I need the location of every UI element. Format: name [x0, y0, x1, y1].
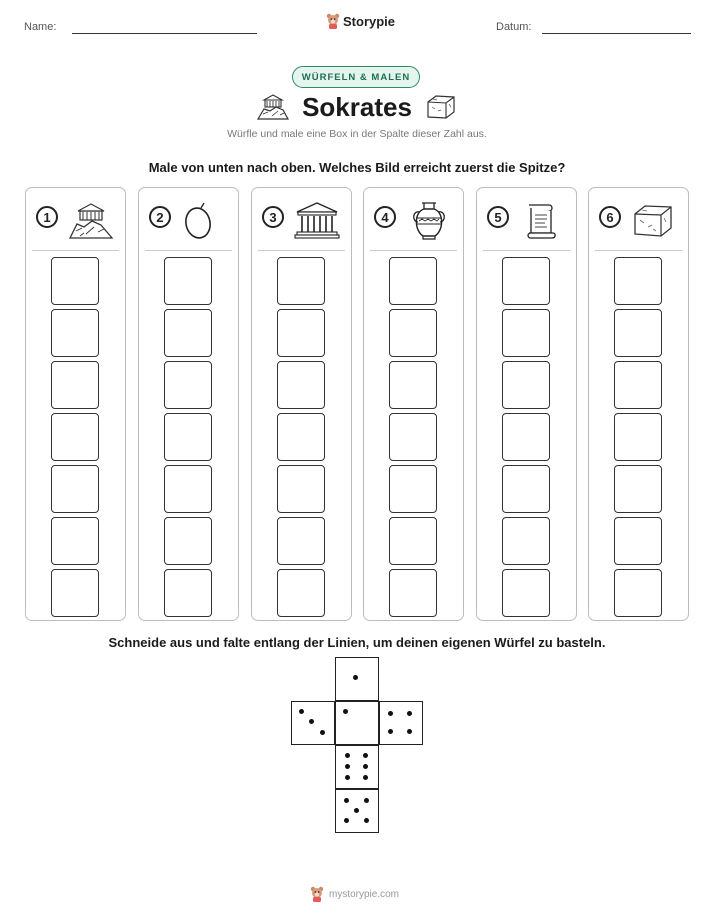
die-face-4 — [379, 701, 423, 745]
color-box[interactable] — [389, 309, 437, 357]
color-box[interactable] — [614, 361, 662, 409]
color-box[interactable] — [51, 361, 99, 409]
brand-name: Storypie — [343, 13, 396, 29]
pip — [407, 711, 412, 716]
column-number: 2 — [149, 206, 171, 228]
column-divider — [370, 250, 457, 251]
pip — [343, 709, 348, 714]
color-box[interactable] — [502, 361, 550, 409]
footer — [310, 886, 399, 902]
name-line[interactable] — [72, 33, 257, 34]
color-box[interactable] — [51, 413, 99, 461]
color-box[interactable] — [502, 569, 550, 617]
pip — [407, 729, 412, 734]
pip — [388, 729, 393, 734]
die-face-3 — [291, 701, 335, 745]
acropolis-icon — [68, 200, 114, 240]
column-divider — [595, 250, 682, 251]
die-face-6 — [335, 745, 379, 789]
column-divider — [258, 250, 345, 251]
color-box[interactable] — [164, 361, 212, 409]
color-box[interactable] — [614, 413, 662, 461]
color-box[interactable] — [502, 309, 550, 357]
die-face-1 — [335, 657, 379, 701]
scroll-icon — [519, 200, 565, 240]
pip — [364, 818, 369, 823]
color-box[interactable] — [389, 361, 437, 409]
page-subtitle: Würfle und male eine Box in der Spalte dieser Zahl aus. — [227, 128, 487, 140]
pip — [309, 719, 314, 724]
column-divider — [483, 250, 570, 251]
pip — [345, 764, 350, 769]
pip — [320, 730, 325, 735]
color-box[interactable] — [502, 465, 550, 513]
column-number: 3 — [262, 206, 284, 228]
color-box[interactable] — [277, 361, 325, 409]
color-box[interactable] — [51, 569, 99, 617]
die-face-5 — [335, 789, 379, 833]
date-label: Datum: — [496, 21, 532, 33]
pip — [345, 775, 350, 780]
color-box[interactable] — [277, 465, 325, 513]
color-box[interactable] — [614, 257, 662, 305]
column-2 — [138, 187, 239, 621]
color-box[interactable] — [614, 465, 662, 513]
color-box[interactable] — [614, 309, 662, 357]
temple-icon — [294, 200, 340, 240]
color-box[interactable] — [389, 257, 437, 305]
olive-icon — [181, 200, 227, 240]
column-number: 1 — [36, 206, 58, 228]
brand-logo — [326, 13, 395, 29]
pip — [299, 709, 304, 714]
color-box[interactable] — [51, 257, 99, 305]
page-title: Sokrates — [302, 92, 412, 122]
category-badge: WÜRFELN & MALEN — [292, 66, 420, 88]
name-label: Name: — [24, 21, 57, 33]
column-divider — [32, 250, 119, 251]
color-box[interactable] — [164, 517, 212, 565]
footer-url[interactable]: mystorypie.com — [329, 888, 400, 900]
die-face-1-center — [335, 701, 379, 745]
stone-block-icon — [631, 200, 677, 240]
pip — [353, 675, 358, 680]
color-box[interactable] — [389, 517, 437, 565]
column-1 — [25, 187, 126, 621]
column-6 — [588, 187, 689, 621]
column-4 — [363, 187, 464, 621]
amphora-icon — [406, 200, 452, 240]
color-box[interactable] — [277, 257, 325, 305]
instruction-bottom: Schneide aus und falte entlang der Linien, um deinen eigenen Würfel zu basteln. — [108, 635, 606, 650]
pip — [344, 798, 349, 803]
pip — [363, 775, 368, 780]
color-box[interactable] — [277, 413, 325, 461]
color-box[interactable] — [277, 309, 325, 357]
color-box[interactable] — [502, 257, 550, 305]
color-box[interactable] — [51, 465, 99, 513]
color-box[interactable] — [277, 569, 325, 617]
color-box[interactable] — [164, 465, 212, 513]
column-number: 6 — [599, 206, 621, 228]
color-box[interactable] — [389, 413, 437, 461]
column-3 — [251, 187, 352, 621]
pip — [345, 753, 350, 758]
color-box[interactable] — [164, 569, 212, 617]
pip — [364, 798, 369, 803]
color-box[interactable] — [614, 517, 662, 565]
color-box[interactable] — [51, 309, 99, 357]
column-number: 4 — [374, 206, 396, 228]
color-box[interactable] — [614, 569, 662, 617]
column-number: 5 — [487, 206, 509, 228]
bear-icon — [310, 886, 324, 902]
color-box[interactable] — [51, 517, 99, 565]
color-box[interactable] — [502, 413, 550, 461]
bear-icon — [326, 13, 340, 29]
pip — [344, 818, 349, 823]
column-5 — [476, 187, 577, 621]
stone-block-title-icon — [424, 92, 458, 120]
column-divider — [145, 250, 232, 251]
date-line[interactable] — [542, 33, 691, 34]
pip — [354, 808, 359, 813]
pip — [363, 764, 368, 769]
instruction-top: Male von unten nach oben. Welches Bild erreicht zuerst die Spitze? — [148, 160, 566, 175]
pip — [388, 711, 393, 716]
color-box[interactable] — [277, 517, 325, 565]
color-box[interactable] — [164, 413, 212, 461]
pip — [363, 753, 368, 758]
color-box[interactable] — [502, 517, 550, 565]
color-box[interactable] — [164, 257, 212, 305]
color-box[interactable] — [389, 569, 437, 617]
color-box[interactable] — [164, 309, 212, 357]
color-box[interactable] — [389, 465, 437, 513]
